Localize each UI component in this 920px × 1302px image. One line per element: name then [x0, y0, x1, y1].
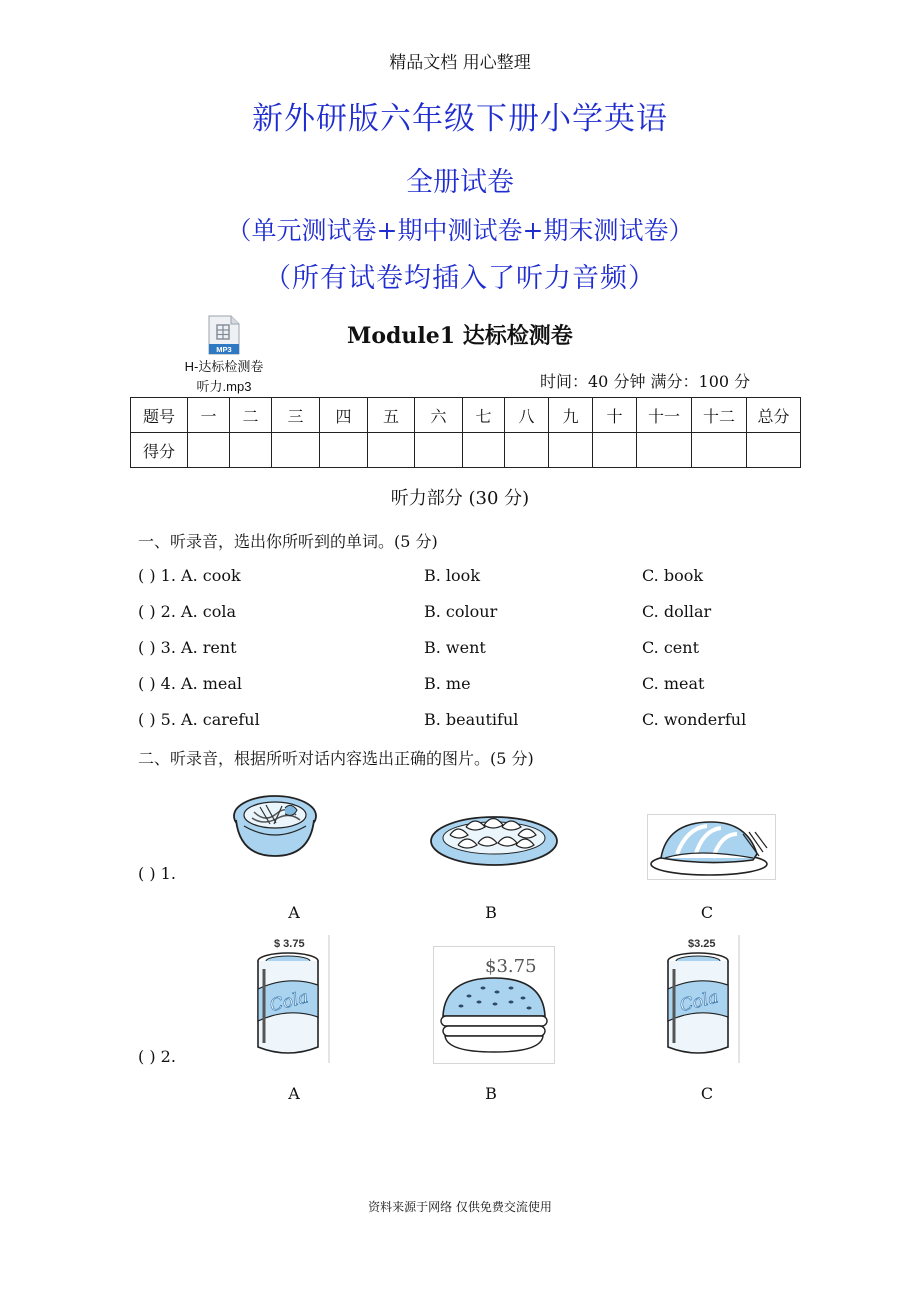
cola-can-icon: [658, 935, 740, 1063]
score-cell[interactable]: [637, 433, 692, 468]
option-c: C. meat: [642, 674, 705, 693]
score-col: 八: [505, 398, 549, 433]
section-title: 听力部分 (30 分): [390, 488, 530, 509]
option-c: C. wonderful: [642, 710, 747, 729]
sub-title: 全册试卷: [406, 167, 514, 198]
module-title: Module1 达标检测卷: [347, 323, 573, 349]
score-cell[interactable]: [415, 433, 463, 468]
question-prefix: ( ) 1. A. cook: [138, 566, 241, 585]
score-col: 六: [415, 398, 463, 433]
part1-instruction: 一、听录音，选出你所听到的单词。(5 分): [138, 532, 438, 551]
audio-note-title: （所有试卷均插入了听力音频）: [264, 263, 656, 294]
option-c: C. dollar: [642, 602, 712, 621]
attachment-name-line1: H-达标检测卷: [184, 359, 264, 374]
price-tag: $3.25: [688, 938, 716, 950]
score-cell[interactable]: [320, 433, 368, 468]
option-label-b: B: [485, 903, 497, 922]
question-row: [138, 864, 838, 888]
main-title: 新外研版六年级下册小学英语: [252, 101, 668, 137]
option-label-c: C: [700, 903, 714, 922]
part2-instruction: 二、听录音，根据所听对话内容选出正确的图片。(5 分): [138, 749, 534, 768]
scope-title: （单元测试卷+期中测试卷+期末测试卷）: [226, 216, 694, 245]
option-b: B. look: [424, 566, 481, 585]
cola-can-icon: [248, 935, 330, 1063]
option-b: B. me: [424, 674, 471, 693]
option-label-b: B: [485, 1084, 497, 1103]
option-label-c: C: [700, 1084, 714, 1103]
option-b: B. went: [424, 638, 486, 657]
score-col: 一: [188, 398, 230, 433]
score-table: [130, 397, 801, 468]
score-col: 三: [272, 398, 320, 433]
score-col: 五: [368, 398, 415, 433]
price-tag: $ 3.75: [274, 938, 305, 950]
score-cell[interactable]: [505, 433, 549, 468]
score-col: 十二: [692, 398, 747, 433]
header-note: 精品文档 用心整理: [389, 53, 531, 73]
score-header-label: 题号: [131, 398, 188, 433]
question-row: [138, 602, 838, 626]
option-label-a: A: [288, 903, 300, 922]
option-b: B. beautiful: [424, 710, 519, 729]
score-col: 十一: [637, 398, 692, 433]
score-table-header-row: [131, 398, 801, 433]
question-row: [138, 1047, 838, 1071]
score-cell[interactable]: [272, 433, 320, 468]
question-prefix: ( ) 2. A. cola: [138, 602, 236, 621]
noodle-bowl-icon: [230, 790, 320, 862]
mp3-badge-text: MP3: [216, 345, 232, 354]
score-cell[interactable]: [593, 433, 637, 468]
score-cell[interactable]: [188, 433, 230, 468]
score-cell[interactable]: [463, 433, 505, 468]
score-col: 九: [549, 398, 593, 433]
score-table-score-row: [131, 433, 801, 468]
score-cell[interactable]: [549, 433, 593, 468]
option-c: C. cent: [642, 638, 700, 657]
question-prefix: ( ) 4. A. meal: [138, 674, 243, 693]
score-col: 七: [463, 398, 505, 433]
attachment-name-line2: 听力.mp3: [196, 379, 252, 394]
score-col: 十: [593, 398, 637, 433]
option-label-a: A: [288, 1084, 300, 1103]
question-row: [138, 566, 838, 590]
can-label: Cola: [677, 987, 721, 1017]
score-cell[interactable]: [230, 433, 272, 468]
score-col: 四: [320, 398, 368, 433]
option-b: B. colour: [424, 602, 498, 621]
question-row: [138, 638, 838, 662]
dumpling-plate-icon: [428, 805, 560, 867]
score-row-label: 得分: [131, 433, 188, 468]
score-col: 总分: [747, 398, 801, 433]
question-prefix: ( ) 1.: [138, 864, 176, 883]
score-cell[interactable]: [747, 433, 801, 468]
question-prefix: ( ) 3. A. rent: [138, 638, 237, 657]
mp3-attachment[interactable]: [165, 315, 283, 397]
mp3-file-icon: [207, 315, 241, 355]
time-info: 时间：40 分钟 满分：100 分: [540, 372, 751, 391]
price-tag: $3.75: [485, 956, 537, 977]
question-row: [138, 710, 838, 734]
question-prefix: ( ) 5. A. careful: [138, 710, 260, 729]
question-prefix: ( ) 2.: [138, 1047, 176, 1066]
question-row: [138, 674, 838, 698]
score-cell[interactable]: [692, 433, 747, 468]
score-col: 二: [230, 398, 272, 433]
score-cell[interactable]: [368, 433, 415, 468]
option-c: C. book: [642, 566, 704, 585]
footer-note: 资料来源于网络 仅供免费交流使用: [368, 1200, 552, 1214]
can-label: Cola: [267, 987, 311, 1017]
